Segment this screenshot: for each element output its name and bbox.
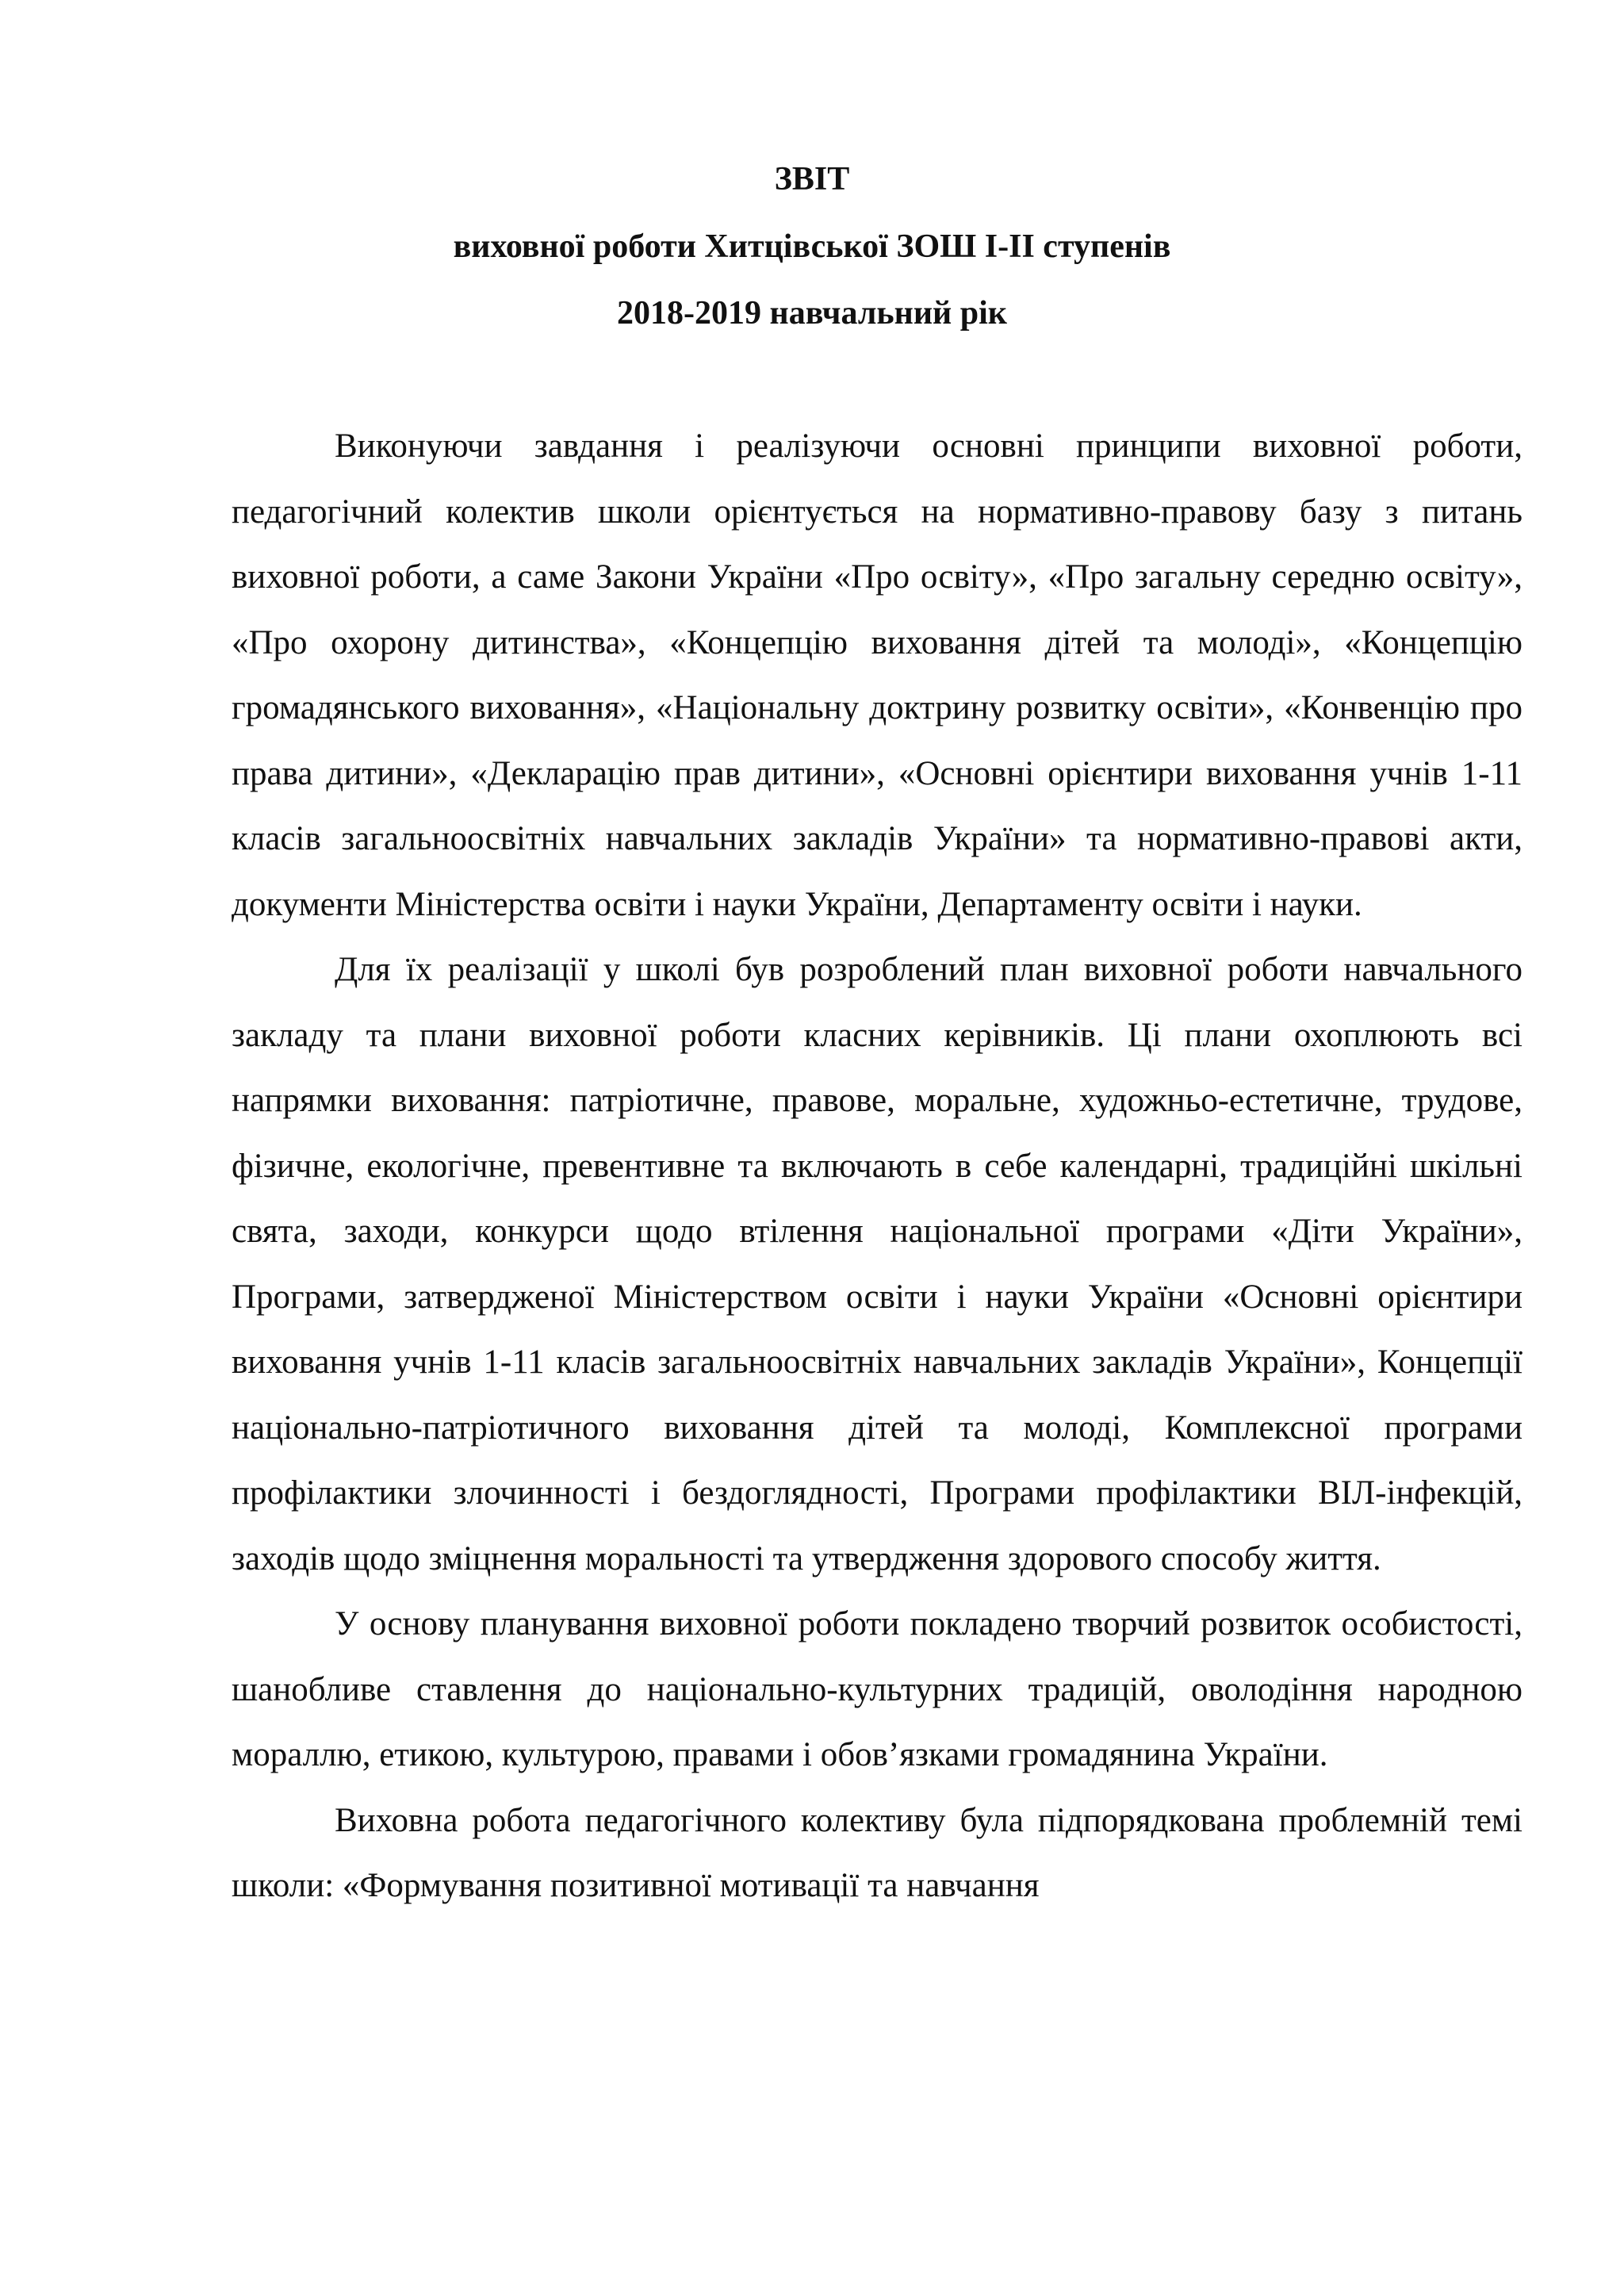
paragraph-school-theme: Виховна робота педагогічного колективу була підпорядкована проблемній темі школи: «Формування позитивної мотивації та навчання	[232, 1801, 1522, 1904]
paragraph-plans: Для їх реалізації у школі був розроблений план виховної роботи навчального закладу та плани виховної роботи класних керівників. Ці плани охоплюють всі напрямки виховання: патріотичне, правове, моральне, художньо-естетичне, трудове, фізичне, екологічне, превентивне та включають в себе календарні, традиційні шкільні свята, заходи, конкурси щодо втілення національної програми «Діти України», Програми, затвердженої Міністерством освіти і науки України «Основні орієнтири виховання учнів 1-11 класів загальноосвітніх навчальних закладів України», Концепції національно-патріотичного виховання дітей та молоді, Комплексної програми профілактики злочинності і бездоглядності, Програми профілактики ВІЛ-інфекцій, заходів щодо зміцнення моральності та утвердження здорового способу життя.	[232, 951, 1522, 1577]
document-body	[232, 414, 1522, 1919]
document-year: 2018-2019 навчальний рік	[617, 295, 1007, 332]
document-subtitle: виховної роботи Хитцівської ЗОШ І-ІІ ступенів	[453, 228, 1171, 265]
paragraph-planning-basis: У основу планування виховної роботи покладено творчий розвиток особистості, шанобливе ставлення до національно-культурних традицій, оволодіння народною мораллю, етикою, культурою, правами і обов’язками громадянина України.	[232, 1605, 1522, 1773]
document-title: ЗВІТ	[774, 161, 850, 197]
paragraph-legal-basis: Виконуючи завдання і реалізуючи основні принципи виховної роботи, педагогічний колектив школи орієнтується на нормативно-правову базу з питань виховної роботи, а саме Закони України «Про освіту», «Про загальну середню освіту», «Про охорону дитинства», «Концепцію виховання дітей та молоді», «Концепцію громадянського виховання», «Національну доктрину розвитку освіти», «Конвенцію про права дитини», «Декларацію прав дитини», «Основні орієнтири виховання учнів 1-11 класів загальноосвітніх навчальних закладів України» та нормативно-правові акти, документи Міністерства освіти і науки України, Департаменту освіти і науки.	[232, 427, 1522, 923]
